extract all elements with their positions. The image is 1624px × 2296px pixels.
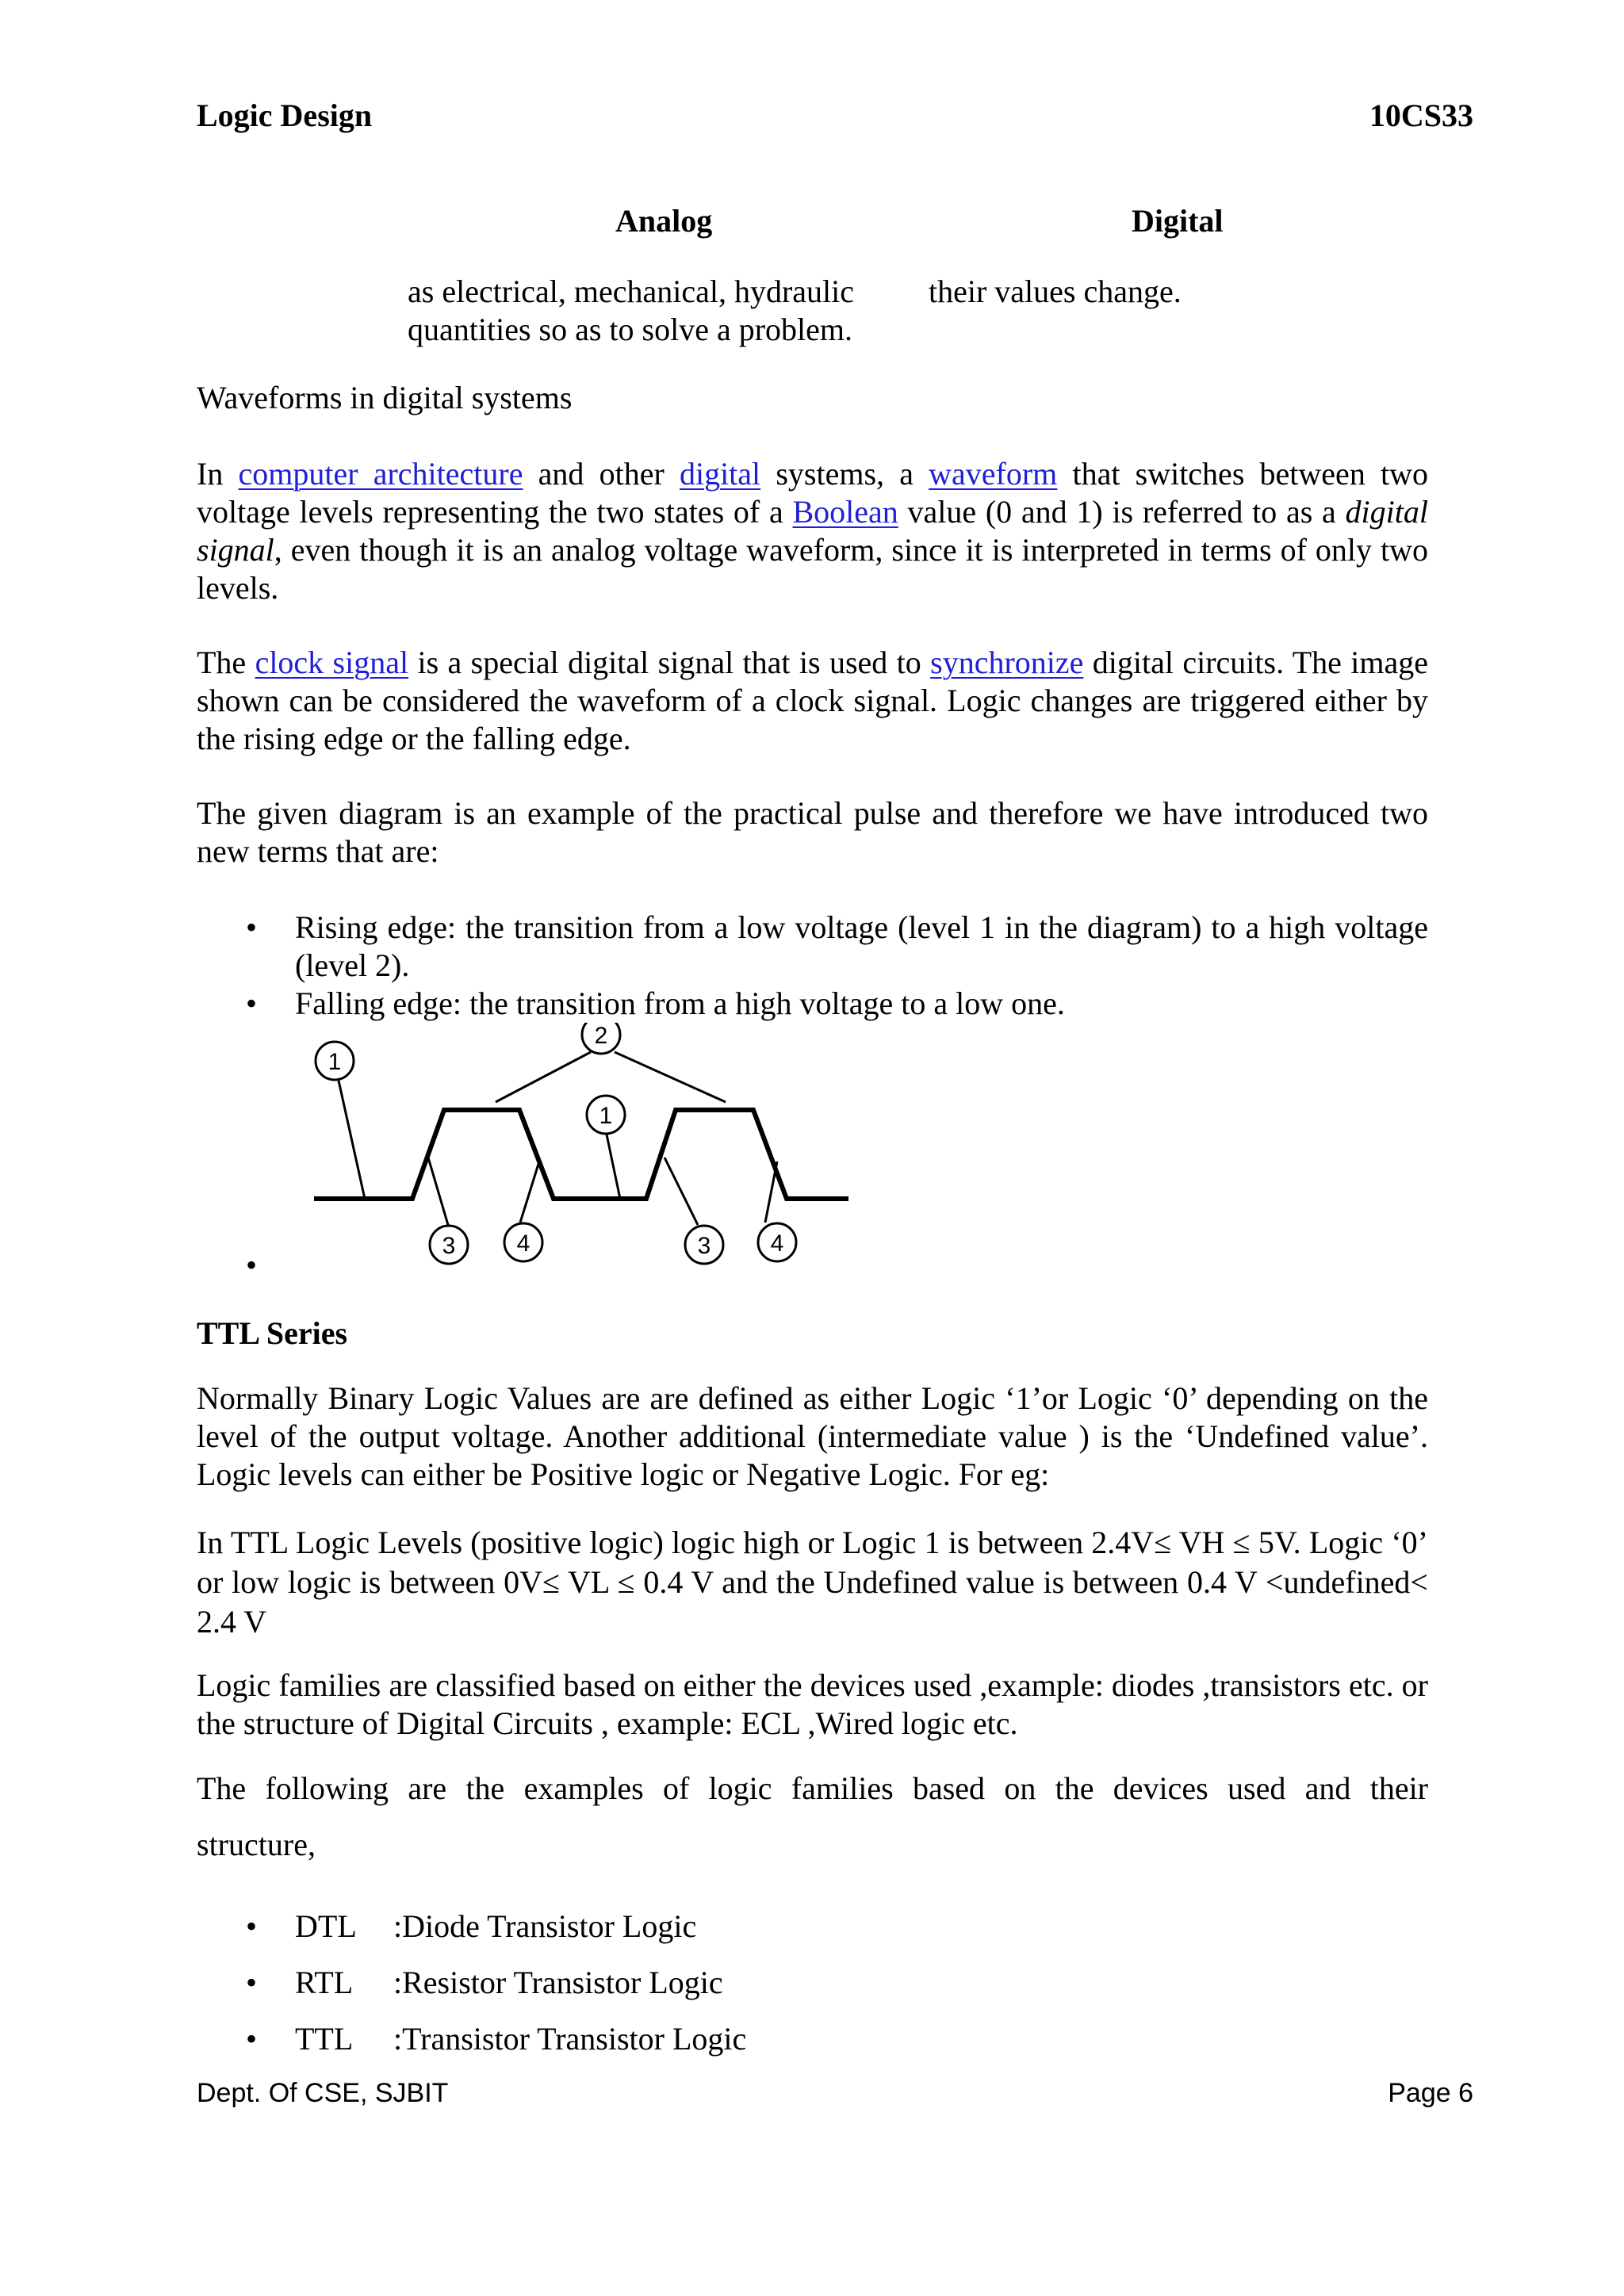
table-cell-analog-line2: quantities so as to solve a problem. [408,312,853,347]
bullet-dot: • [246,985,258,1021]
link-synchronize[interactable]: synchronize [930,645,1084,680]
section-heading-waveforms: Waveforms in digital systems [197,380,573,415]
marker-label-1b: 1 [599,1103,613,1129]
leader-line-2b [615,1052,726,1102]
paragraph-logic-families: Logic families are classified based on either the devices used ,example: diodes ,transistors etc. or the structure of Digital Circuits , example: ECL ,Wired logic etc. [197,1667,1428,1741]
marker-label-3a: 3 [442,1233,456,1259]
bullet-dot: • [246,1908,258,1944]
para1-text-1: In [197,456,239,492]
family-desc-rtl: :Resistor Transistor Logic [393,1965,723,2000]
edge-bullet-list [197,909,1428,1023]
footer-page-number: Page 6 [1388,2078,1473,2108]
leader-line-3b [665,1158,698,1225]
footer-department: Dept. Of CSE, SJBIT [197,2078,449,2108]
link-waveform[interactable]: waveform [929,456,1058,492]
bullet-dot: • [246,2021,258,2057]
paragraph-ttl-logic-levels: In TTL Logic Levels (positive logic) logic high or Logic 1 is between 2.4V≤ VH ≤ 5V. Logic ‘0’ or low logic is between 0V≤ VL ≤ 0.4 V and the Undefined value is between 0.4 V <undefined< 2.4 V [197,1525,1428,1640]
list-item [197,909,1428,985]
bullet-rising-edge: Rising edge: the transition from a low voltage (level 1 in the diagram) to a high voltage (level 2). [295,909,1428,983]
leader-line-1b [607,1135,620,1199]
marker-label-1: 1 [327,1049,342,1075]
family-desc-dtl: :Diode Transistor Logic [393,1908,697,1944]
paragraph-digital-signal [197,455,1428,607]
marker-label-4a: 4 [516,1230,530,1257]
para1-text-4: that switches between two voltage levels representing the two states of a [197,456,1428,530]
bullet-dot: • [246,909,258,945]
paragraph-binary-logic-values: Normally Binary Logic Values are are defined as either Logic ‘1’or Logic ‘0’ depending on the level of the output voltage. Another additional (intermediate value ) is the ‘Undefined value’. Logic levels can either be Positive logic or Negative Logic. For eg: [197,1380,1428,1492]
list-item [197,985,1428,1023]
link-clock-signal[interactable]: clock signal [255,645,409,680]
section-heading-ttl-series: TTL Series [197,1315,348,1351]
para1-text-6: , even though it is an analog voltage waveform, since it is interpreted in terms of only two levels. [197,532,1428,606]
leader-line-4b [765,1161,777,1223]
header-title: Logic Design [197,98,373,133]
family-desc-ttl: :Transistor Transistor Logic [393,2021,747,2057]
family-abbr-ttl: TTL [295,2021,354,2057]
paragraph-examples-line2: structure, [197,1827,316,1862]
family-abbr-dtl: DTL [295,1908,357,1944]
leader-line-2a [496,1052,591,1102]
para2-text-2: is a special digital signal that is used to [408,645,931,680]
paragraph-practical-pulse: The given diagram is an example of the practical pulse and therefore we have introduced two new terms that are: [197,795,1428,869]
leader-line-3a [428,1158,448,1225]
leader-line-1 [339,1081,365,1199]
paragraph-clock-signal [197,644,1428,758]
family-abbr-rtl: RTL [295,1965,354,2000]
bullet-dot: • [246,1965,258,2000]
paragraph-examples-line1: The following are the examples of logic families based on the devices used and their [197,1770,1428,1806]
link-computer-architecture[interactable]: computer architecture [238,456,523,492]
marker-label-3b: 3 [697,1233,711,1259]
link-digital[interactable]: digital [679,456,761,492]
empty-bullet: • [246,1247,258,1283]
para1-text-2: and other [523,456,680,492]
header-course-code: 10CS33 [1369,98,1473,133]
waveform-line [314,1110,848,1199]
table-header-digital: Digital [1132,203,1224,239]
table-cell-analog-line1: as electrical, mechanical, hydraulic [408,274,855,309]
para1-text-3: systems, a [760,456,929,492]
bullet-falling-edge: Falling edge: the transition from a high voltage to a low one. [295,985,1065,1021]
marker-label-4b: 4 [770,1230,784,1257]
para2-text-1: The [197,645,255,680]
para1-text-5: value (0 and 1) is referred to as a [898,494,1346,530]
clock-waveform-diagram [301,1023,856,1284]
para2-text-3: digital circuits. The image shown can be considered the waveform of a clock signal. Logic changes are triggered either by the rising edge or the falling edge. [197,645,1429,756]
marker-label-2: 2 [594,1023,608,1049]
table-header-analog: Analog [615,203,713,239]
leader-line-4a [520,1161,539,1223]
table-cell-digital-line1: their values change. [929,274,1182,309]
para1-italic-digital-signal: digital signal [197,494,1428,568]
link-boolean[interactable]: Boolean [792,494,898,530]
